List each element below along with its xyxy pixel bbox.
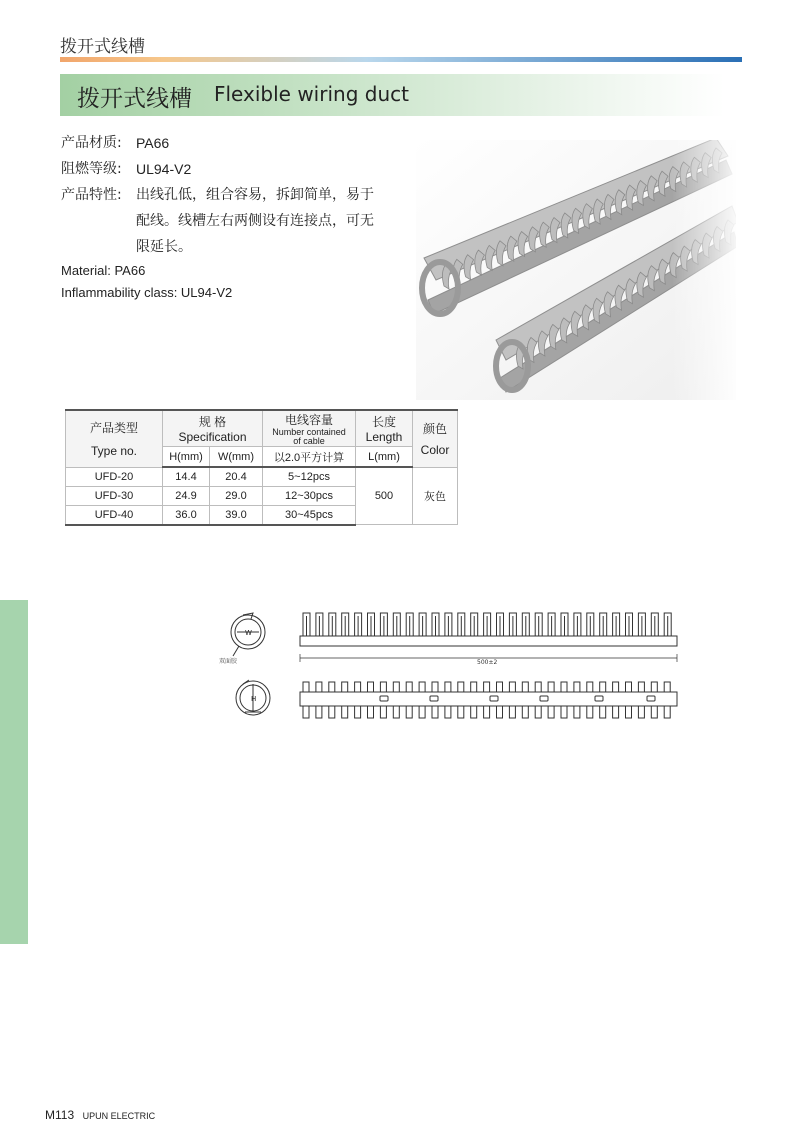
h-dim-label: H	[251, 695, 257, 703]
material-value: PA66	[136, 135, 170, 151]
spec-header-cn: 规 格	[198, 415, 227, 429]
length-header-cn: 长度	[371, 415, 396, 429]
row-capacity: 12~30pcs	[263, 486, 356, 505]
flame-en: Inflammability class: UL94-V2	[61, 285, 233, 300]
row-w: 20.4	[210, 467, 263, 486]
row-type: UFD-20	[66, 467, 163, 486]
row-type: UFD-40	[66, 505, 163, 525]
banner-title-cn: 拨开式线槽	[77, 86, 192, 112]
spec-table	[65, 409, 458, 526]
type-header	[66, 410, 163, 467]
product-photo	[416, 140, 736, 400]
feature-line: 出线孔低，组合容易，拆卸简单，易于	[136, 187, 374, 203]
feature-line: 配线。线槽左右两侧设有连接点，可无	[136, 213, 374, 229]
feature-label: 产品特性:	[61, 187, 122, 203]
color-header-cn: 颜色	[422, 422, 447, 437]
capacity-header	[263, 410, 356, 447]
w-unit: W(mm)	[210, 447, 263, 468]
row-w: 29.0	[210, 486, 263, 505]
type-header-en: Type no.	[90, 444, 138, 459]
length-header-en: Length	[365, 430, 403, 444]
tape-label: 双面胶	[219, 658, 238, 665]
page-number: M113	[45, 1108, 75, 1122]
title-banner	[60, 74, 725, 116]
row-type: UFD-30	[66, 486, 163, 505]
page-footer	[45, 1106, 155, 1124]
capacity-unit: 以2.0平方计算	[263, 447, 356, 468]
flame-label: 阻燃等级:	[61, 161, 122, 177]
technical-drawing	[215, 600, 685, 725]
header-gradient-bar	[60, 57, 742, 62]
length-value: 500	[356, 467, 413, 525]
spec-header-en: Specification	[178, 430, 247, 444]
color-header	[413, 410, 458, 467]
length-header	[356, 410, 413, 447]
row-capacity: 30~45pcs	[263, 505, 356, 525]
feature-text	[136, 182, 396, 260]
capacity-header-en: of cable	[293, 436, 325, 446]
row-h: 36.0	[163, 505, 210, 525]
banner-title-en: Flexible wiring duct	[214, 82, 409, 106]
h-unit: H(mm)	[163, 447, 210, 468]
feature-row	[61, 182, 396, 260]
length-unit: L(mm)	[356, 447, 413, 468]
flame-row	[61, 156, 396, 182]
length-dimension-label: 500±2	[477, 659, 498, 666]
feature-line: 限延长。	[136, 239, 192, 255]
spec-header	[163, 410, 263, 447]
w-dim-label: W	[245, 629, 252, 637]
color-header-en: Color	[420, 443, 450, 458]
company-name: UPUN ELECTRIC	[82, 1111, 156, 1121]
material-en: Material: PA66	[61, 263, 146, 278]
header-title: 拨开式线槽	[60, 37, 145, 57]
product-properties	[61, 130, 396, 304]
material-row	[61, 130, 396, 156]
row-w: 39.0	[210, 505, 263, 525]
type-header-cn: 产品类型	[89, 421, 138, 436]
row-h: 14.4	[163, 467, 210, 486]
flame-value: UL94-V2	[136, 161, 192, 177]
row-capacity: 5~12pcs	[263, 467, 356, 486]
capacity-header-en: Number contained	[272, 427, 346, 437]
color-value: 灰色	[413, 467, 458, 525]
side-color-band	[0, 600, 28, 944]
row-h: 24.9	[163, 486, 210, 505]
material-label: 产品材质:	[61, 135, 122, 151]
capacity-header-cn: 电线容量	[284, 413, 333, 427]
